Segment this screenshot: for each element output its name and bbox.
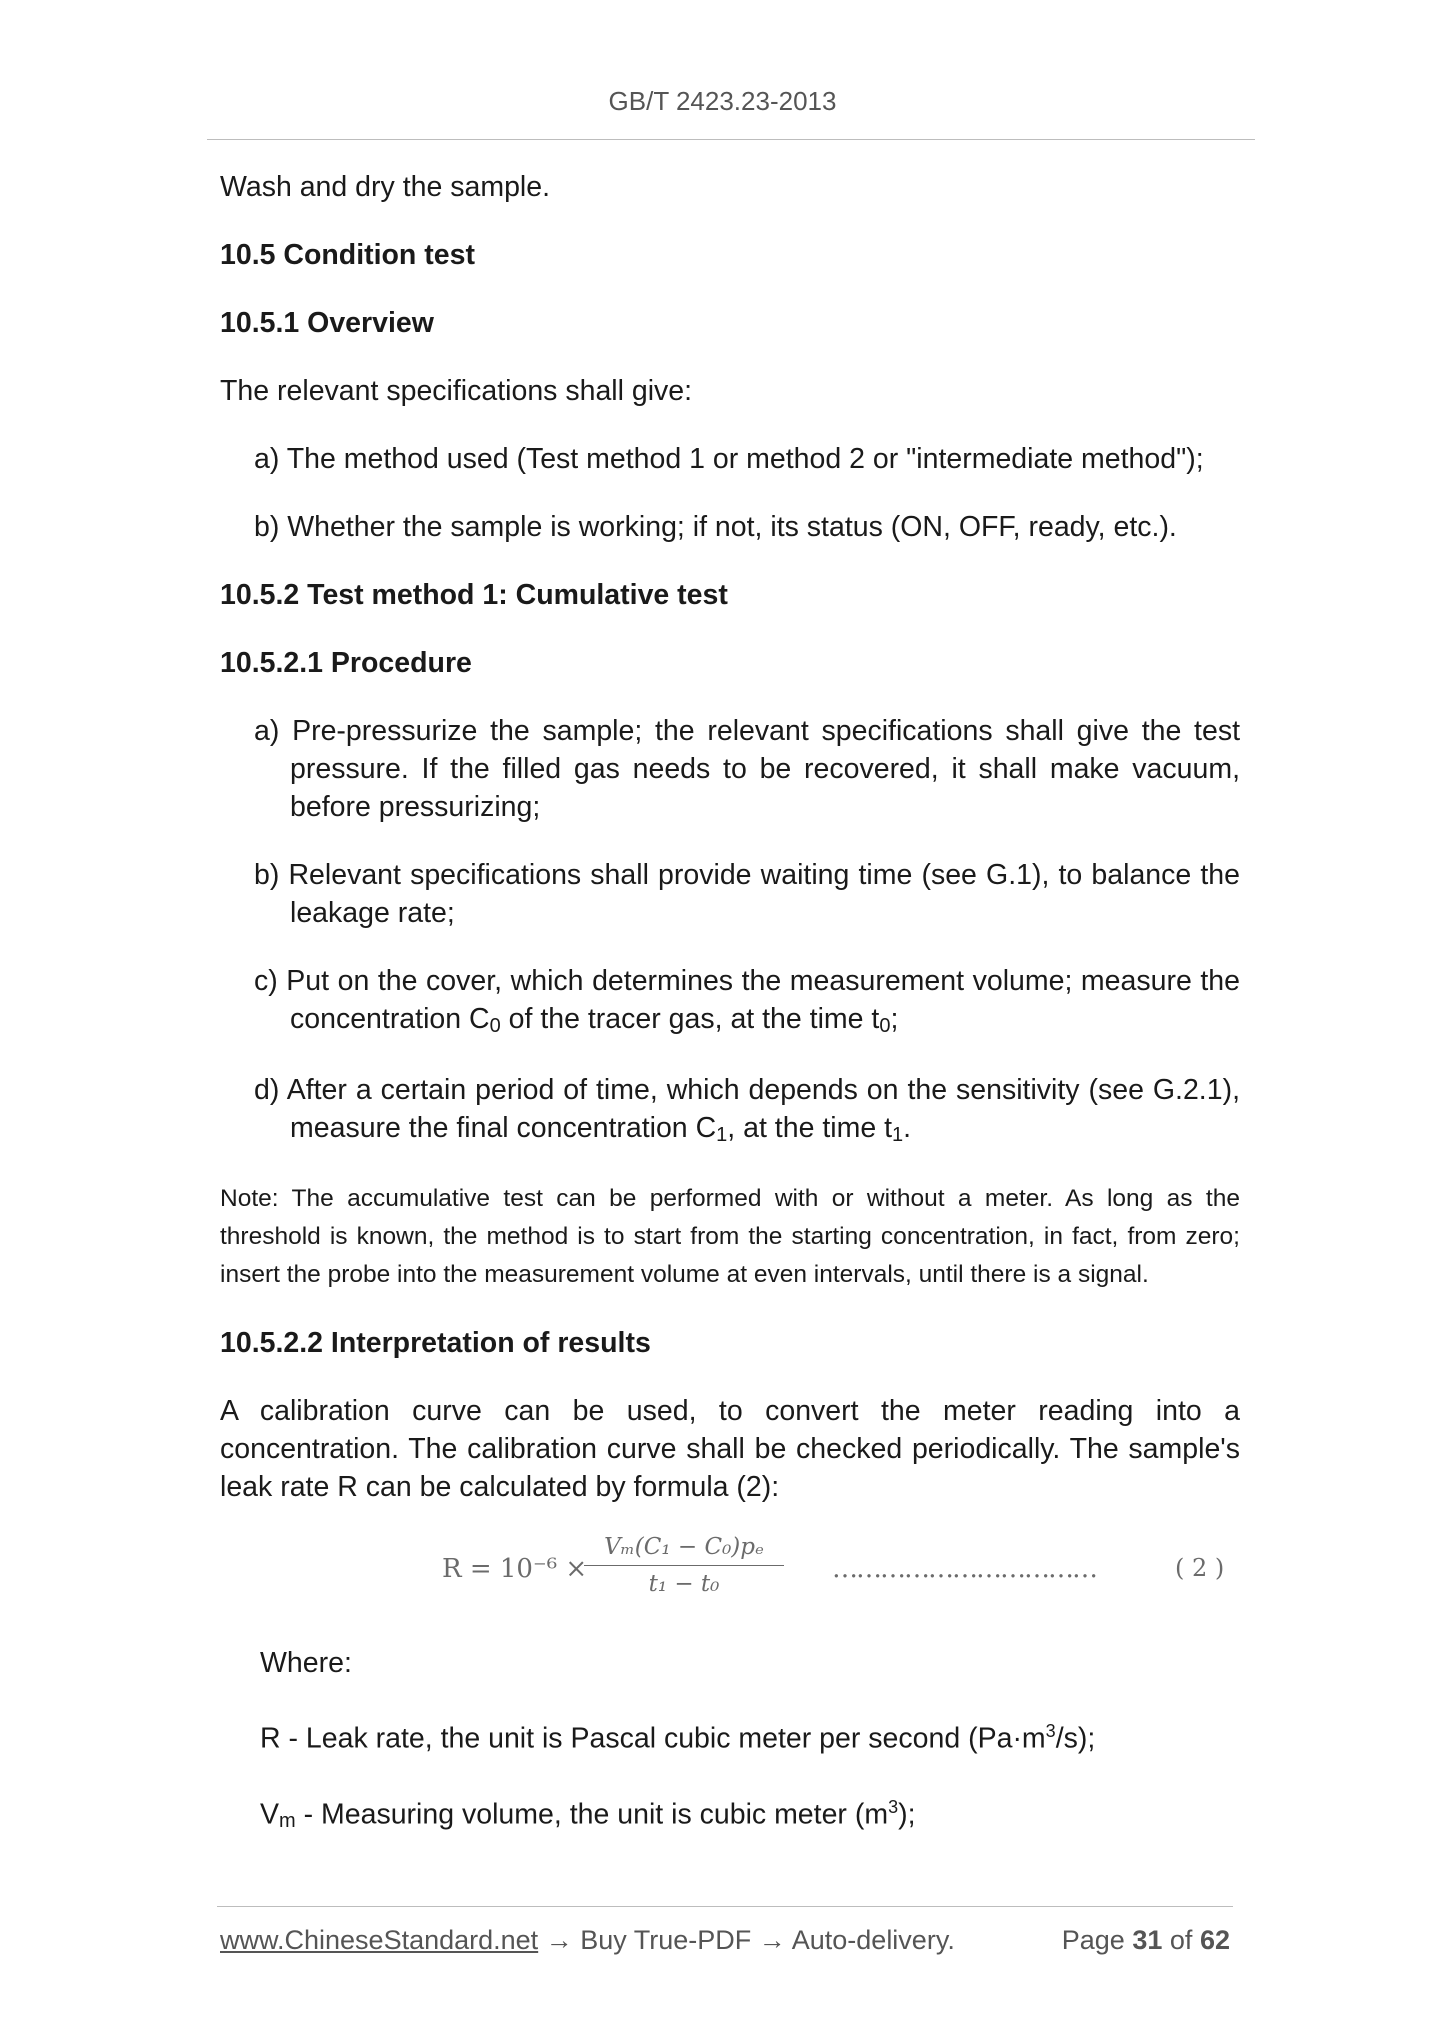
overview-item-b: b) Whether the sample is working; if not, its status (ON, OFF, ready, etc.). [254,511,1177,543]
footer-divider [217,1906,1233,1907]
definition-r-sup: 3 [1045,1721,1056,1741]
page-number [1062,1925,1230,1956]
formula-lhs: R = 10⁻⁶ × [442,1554,588,1584]
heading-10-5-2-1: 10.5.2.1 Procedure [220,647,472,679]
definition-vm-end: ); [898,1798,916,1830]
definition-vm [260,1788,1240,1837]
procedure-d-text: d) After a certain period of time, which depends on the sensitivity (see G.2.1), measure the final concentration C [254,1074,1240,1144]
heading-10-5-1: 10.5.1 Overview [220,307,434,339]
definition-vm-symbol: V [260,1798,280,1830]
definition-r-text: R - Leak rate, the unit is Pascal cubic meter per second (Pa·m [260,1722,1046,1755]
page-total: 62 [1199,1925,1230,1955]
procedure-d-mid: , at the time t [727,1112,893,1144]
where-block [220,1644,1240,1836]
note-paragraph: Note: The accumulative test can be performed with or without a meter. As long as the threshold is known, the method is to start from the starting concentration, in fact, from zero; insert the probe into the measurement volume at even intervals, until there is a signal. [220,1185,1240,1288]
document-body [220,168,1240,1866]
footer-left [220,1925,955,1955]
procedure-c-text: c) Put on the cover, which determines the measurement volume; measure the concentration C [254,965,1240,1035]
formula-fraction [584,1530,784,1601]
overview-item-a: a) The method used (Test method 1 or method 2 or "intermediate method"); [254,443,1204,475]
page-footer [220,1925,1230,1965]
intro-paragraph: Wash and dry the sample. [220,171,551,203]
procedure-item-d [220,1071,1240,1150]
procedure-d-sub-t1: 1 [892,1124,904,1146]
where-label: Where: [260,1647,352,1679]
heading-10-5: 10.5 Condition test [220,239,475,271]
procedure-c-end: ; [890,1003,899,1035]
header-divider [207,139,1255,140]
heading-10-5-2-2: 10.5.2.2 Interpretation of results [220,1327,651,1359]
formula-leader-dots: …………………………… [832,1554,1096,1584]
page-header-title: GB/T 2423.23-2013 [608,86,837,116]
formula-fraction-bar [584,1565,784,1566]
footer-site-link[interactable]: www.ChineseStandard.net [220,1925,539,1955]
definition-r-end: /s); [1055,1722,1096,1755]
procedure-c-mid: of the tracer gas, at the time t [500,1003,880,1035]
overview-lead: The relevant specifications shall give: [220,375,693,407]
procedure-item-c [220,962,1240,1041]
page-label: Page [1061,1925,1125,1955]
page-of-label: of [1169,1925,1193,1955]
interpretation-paragraph: A calibration curve can be used, to convert the meter reading into a concentration. The calibration curve shall be checked periodically. The sample's leak rate R can be calculated by formula (2): [220,1395,1240,1503]
definition-vm-text: - Measuring volume, the unit is cubic meter (m [295,1798,889,1830]
procedure-item-a: a) Pre-pressurize the sample; the relevant specifications shall give the test pressure. If the filled gas needs to be recovered, it shall make vacuum, before pressurizing; [254,715,1240,823]
heading-10-5-2: 10.5.2 Test method 1: Cumulative test [220,579,728,611]
definition-r [260,1712,1240,1758]
page-current: 31 [1132,1925,1163,1955]
formula-denominator: t₁ − t₀ [648,1571,720,1597]
formula-number: ( 2 ) [1175,1554,1225,1582]
definition-vm-sup: 3 [888,1796,899,1817]
definition-vm-sub: m [279,1810,296,1832]
formula-2 [220,1530,1240,1606]
procedure-c-sub-c0: 0 [489,1015,501,1037]
procedure-c-sub-t0: 0 [879,1015,891,1037]
procedure-item-b: b) Relevant specifications shall provide waiting time (see G.1), to balance the leakage rate; [254,859,1240,929]
procedure-d-end: . [903,1112,912,1144]
footer-tagline: → Buy True-PDF → Auto-delivery. [538,1925,955,1955]
procedure-d-sub-c1: 1 [716,1124,728,1146]
formula-numerator: Vₘ(C₁ − C₀)pₑ [604,1534,764,1560]
